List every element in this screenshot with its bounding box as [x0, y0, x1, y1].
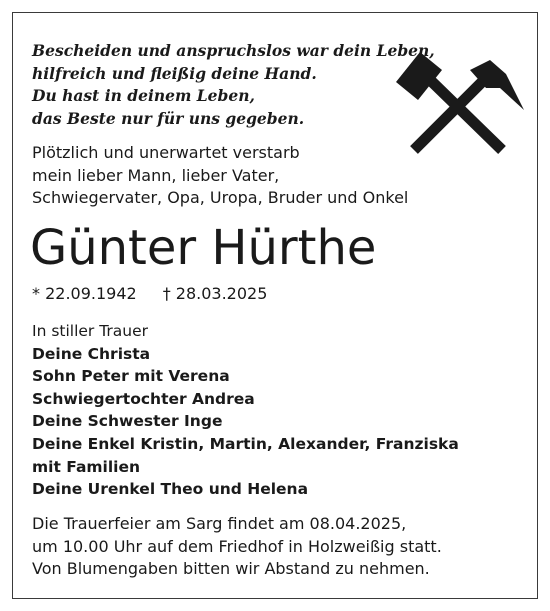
mourner-name: Deine Enkel Kristin, Martin, Alexander, Franziska: [32, 434, 459, 453]
funeral-notice: [32, 513, 442, 581]
mourner-name: mit Familien: [32, 457, 141, 476]
poem-line: Du hast in deinem Leben,: [32, 86, 255, 105]
deceased-name: Günter Hürthe: [30, 220, 377, 276]
hammer-and-pick-icon: [390, 48, 530, 158]
intro-line: Schwiegervater, Opa, Uropa, Bruder und Onkel: [32, 188, 409, 207]
death-date: † 28.03.2025: [162, 284, 268, 303]
poem-line: hilfreich und fleißig deine Hand.: [32, 63, 317, 83]
mourner-name: Deine Urenkel Theo und Helena: [32, 480, 309, 499]
mourner-name: Deine Christa: [32, 344, 151, 363]
death-announcement-intro: [32, 142, 408, 210]
mourner-name: Deine Schwester Inge: [32, 412, 223, 431]
life-dates: [32, 283, 267, 305]
poem-line: das Beste nur für uns gegeben.: [32, 108, 305, 128]
poem-line: Bescheiden und anspruchslos war dein Leben,: [32, 41, 435, 60]
intro-line: mein lieber Mann, lieber Vater,: [32, 165, 280, 185]
mourner-name: Sohn Peter mit Verena: [32, 367, 230, 386]
mourners-lead: In stiller Trauer: [32, 322, 149, 340]
memorial-poem: [32, 40, 435, 130]
notice-line: Die Trauerfeier am Sarg findet am 08.04.2025,: [32, 514, 407, 533]
mourner-name: Schwiegertochter Andrea: [32, 389, 255, 408]
mourners-list: [32, 320, 459, 501]
intro-line: Plötzlich und unerwartet verstarb: [32, 143, 300, 162]
birth-date: * 22.09.1942: [32, 284, 137, 303]
notice-line: Von Blumengaben bitten wir Abstand zu nehmen.: [32, 559, 430, 578]
notice-line: um 10.00 Uhr auf dem Friedhof in Holzweißig statt.: [32, 536, 442, 556]
